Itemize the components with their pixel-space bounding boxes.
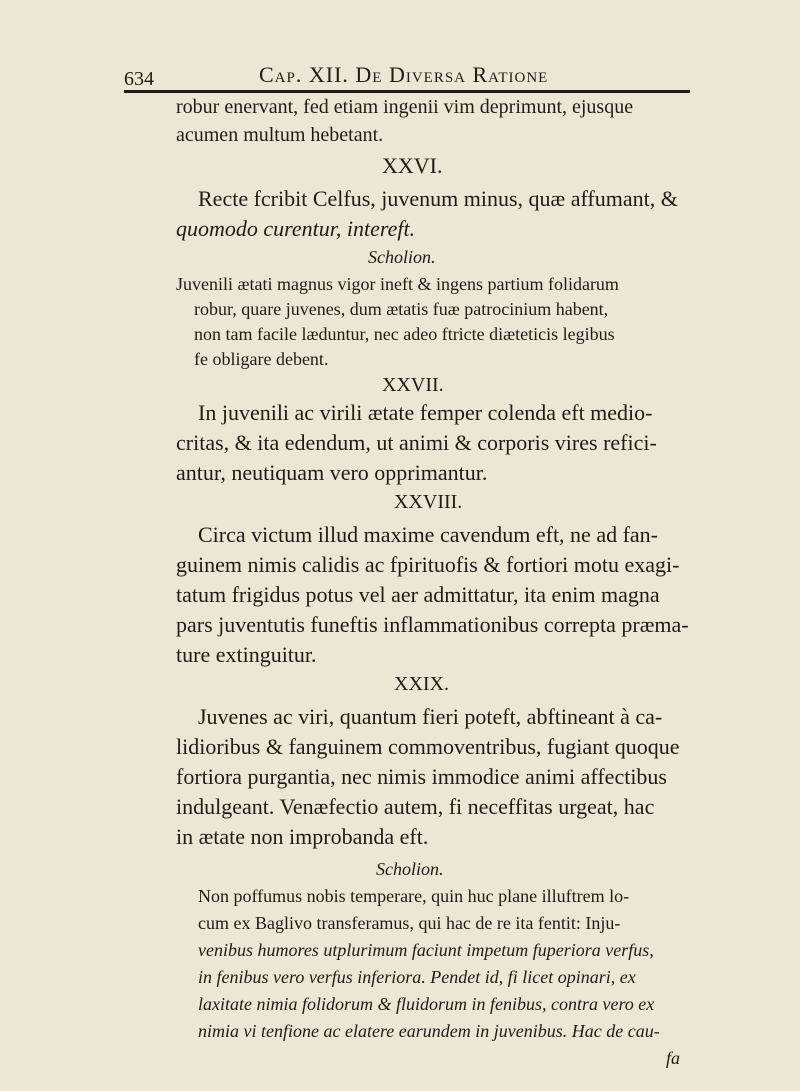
text-line: non tam facile læduntur, nec adeo ftricte diæteticis legibus [194,324,615,344]
text-line: robur enervant, fed etiam ingenii vim deprimunt, ejusque [176,96,634,118]
text-line: quomodo curentur, intereft. [176,216,416,241]
text-line: Juvenili ætati magnus vigor ineft & ingens partium folidarum [176,274,619,294]
text-line: laxitate nimia folidorum & fluidorum in fenibus, contra vero ex [198,994,655,1014]
text-line: tatum frigidus potus vel aer admittatur, ita enim magna [176,582,660,607]
text-line: indulgeant. Venæfectio autem, fi neceffitas urgeat, hac [176,794,655,819]
text-line: In juvenili ac virili ætate femper colenda eft medio- [198,400,653,425]
section-heading: XXIX. [394,673,449,695]
text-line: antur, neutiquam vero opprimantur. [176,460,488,485]
text-line: in fenibus vero verfus inferiora. Pendet id, fi licet opinari, ex [198,967,636,987]
section-heading: XXVII. [382,374,444,396]
text-line: Non poffumus nobis temperare, quin huc plane illuftrem lo- [198,886,630,906]
scholion-heading: Scholion. [376,859,444,879]
text-line: fe obligare debent. [194,349,329,369]
text-line: in ætate non improbanda eft. [176,824,429,849]
running-head: Cap. XII. De Diversa Ratione [259,62,549,87]
text-line: lidioribus & fanguinem commoventribus, fugiant quoque [176,734,680,759]
text-line: venibus humores utplurimum faciunt impetum fuperiora verfus, [198,940,654,960]
text-line: cum ex Baglivo transferamus, qui hac de re ita fentit: Inju- [198,913,621,933]
page-header [124,62,690,93]
text-line: guinem nimis calidis ac fpirituofis & fortiori motu exagi- [176,552,680,577]
text-line: Juvenes ac viri, quantum fieri poteft, abftineant à ca- [198,704,663,729]
text-line: fortiora purgantia, nec nimis immodice animi affectibus [176,764,667,789]
text-line: Circa victum illud maxime cavendum eft, ne ad fan- [198,522,659,547]
text-line: Recte fcribit Celfus, juvenum minus, quæ affumant, & [198,186,678,211]
page-number: 634 [124,68,154,90]
text-line: ture extinguitur. [176,642,317,667]
text-line: robur, quare juvenes, dum ætatis fuæ patrocinium habent, [194,299,609,319]
text-line: pars juventutis funeftis inflammationibus correpta præma- [176,612,689,637]
catchword: fa [666,1048,681,1068]
section-heading: XXVI. [382,153,443,178]
section-heading: XXVIII. [394,491,463,513]
scholion-heading: Scholion. [368,247,436,267]
text-line: nimia vi tenfione ac elatere earundem in juvenibus. Hac de cau- [198,1021,660,1041]
text-line: acumen multum hebetant. [176,124,384,146]
text-line: critas, & ita edendum, ut animi & corporis vires refici- [176,430,657,455]
